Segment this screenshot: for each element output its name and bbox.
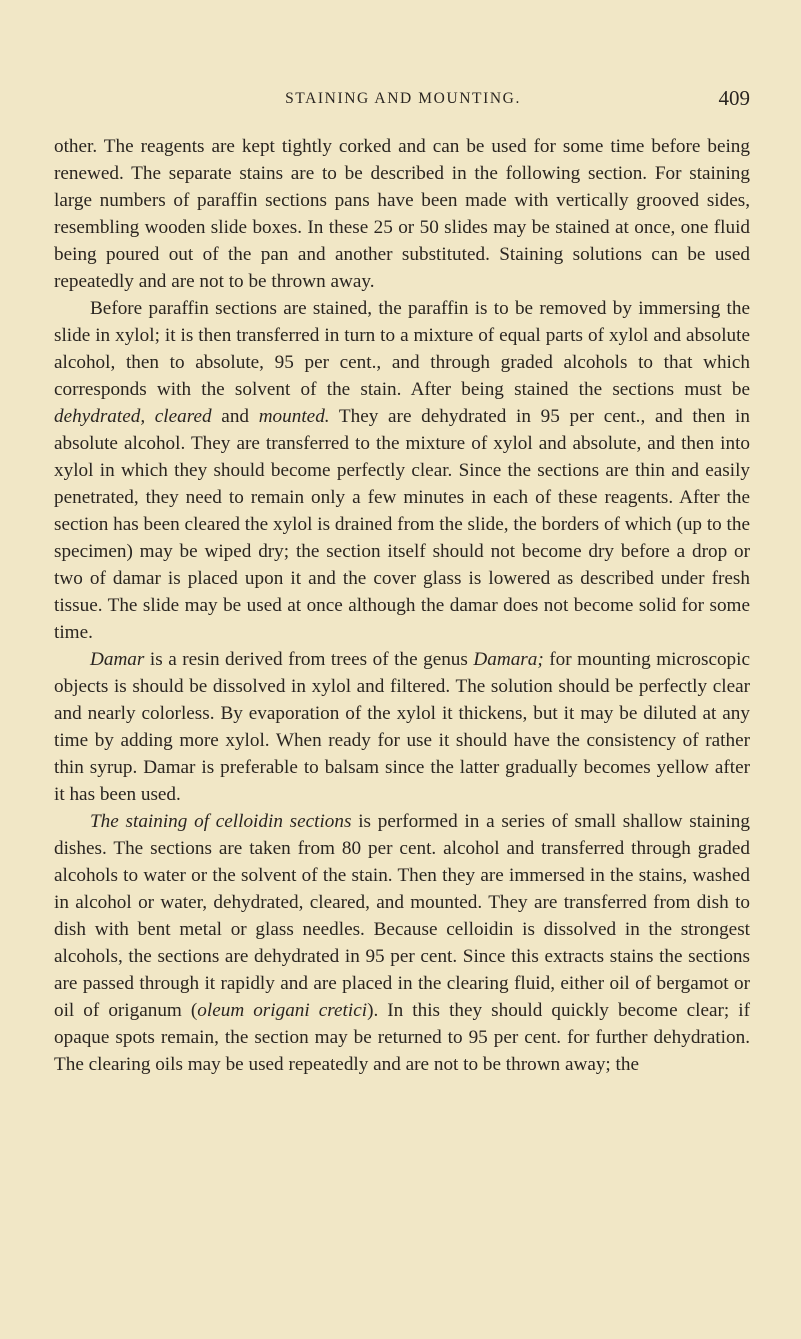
text-run: other. The reagents are kept tightly corked and can be used for some time before being renewed. The separate stains are to be described in the following section. For staining large numbers of paraffin sections pans have been made with vertically grooved sides, resembling wooden slide boxes. In these 25 or 50 slides may be stained at once, one fluid being poured out of the pan and another substituted. Staining solutions can be used repeatedly and are not to be thrown away. — [54, 136, 750, 292]
paragraph — [54, 295, 750, 646]
body-text — [54, 133, 750, 1078]
text-run: They are dehydrated in 95 per cent., and then in absolute alcohol. They are transferred to the mixture of xylol and absolute, and then into xylol in which they should become perfectly clear. Since the sections are thin and easily penetrated, they need to remain only a few minutes in each of these reagents. After the section has been cleared the xylol is drained from the slide, the borders of which (up to the specimen) may be wiped dry; the section itself should not become dry before a drop or two of damar is placed upon it and the cover glass is lowered as described under fresh tissue. The slide may be used at once although the damar does not become solid for some time. — [54, 406, 750, 643]
text-run: is performed in a series of small shallow staining dishes. The sections are taken from 80 per cent. alcohol and transferred through graded alcohols to water or the solvent of the stain. Then they are immersed in the stains, washed in alcohol or water, dehydrated, cleared, and mounted. They are transferred from dish to dish with bent metal or glass needles. Because celloidin is dissolved in the strongest alcohols, the sections are dehydrated in 95 per cent. Since this extracts stains the sections are passed through it rapidly and are placed in the clearing fluid, either oil of bergamot or oil of origanum ( — [54, 811, 750, 1021]
text-run: ). In this they should quickly become clear; if opaque spots remain, the section may be returned to 95 per cent. for further dehydration. The clearing oils may be used repeatedly and are not to be thrown away; the — [54, 1000, 750, 1075]
italic-text: Damara; — [473, 649, 544, 670]
paragraph — [54, 646, 750, 808]
text-run: is a resin derived from trees of the genus — [144, 649, 474, 670]
running-head: STAINING AND MOUNTING. — [285, 90, 521, 107]
text-run: for mounting microscopic objects is should be dissolved in xylol and filtered. The solution should be perfectly clear and nearly colorless. By evaporation of the xylol it thickens, but it may be diluted at any time by adding more xylol. When ready for use it should have the consistency of rather thin syrup. Damar is preferable to balsam since the latter gradually becomes yellow after it has been used. — [54, 649, 750, 805]
page-header — [56, 86, 750, 118]
paragraph — [54, 808, 750, 1078]
italic-text: oleum origani cretici — [197, 1000, 368, 1021]
italic-text: Damar — [90, 649, 145, 670]
text-run: Before paraffin sections are stained, the paraffin is to be removed by immersing the slide in xylol; it is then transferred in turn to a mixture of equal parts of xylol and absolute alcohol, then to absolute, 95 per cent., and through graded alcohols to that which corresponds with the solvent of the stain. After being stained the sections must be — [54, 298, 750, 400]
page-number: 409 — [718, 86, 750, 110]
italic-text: The staining of celloidin sections — [90, 811, 352, 832]
text-run: and — [211, 406, 259, 427]
paragraph — [54, 133, 750, 295]
italic-text: dehydrated, cleared — [54, 406, 212, 427]
italic-text: mounted. — [258, 406, 330, 427]
